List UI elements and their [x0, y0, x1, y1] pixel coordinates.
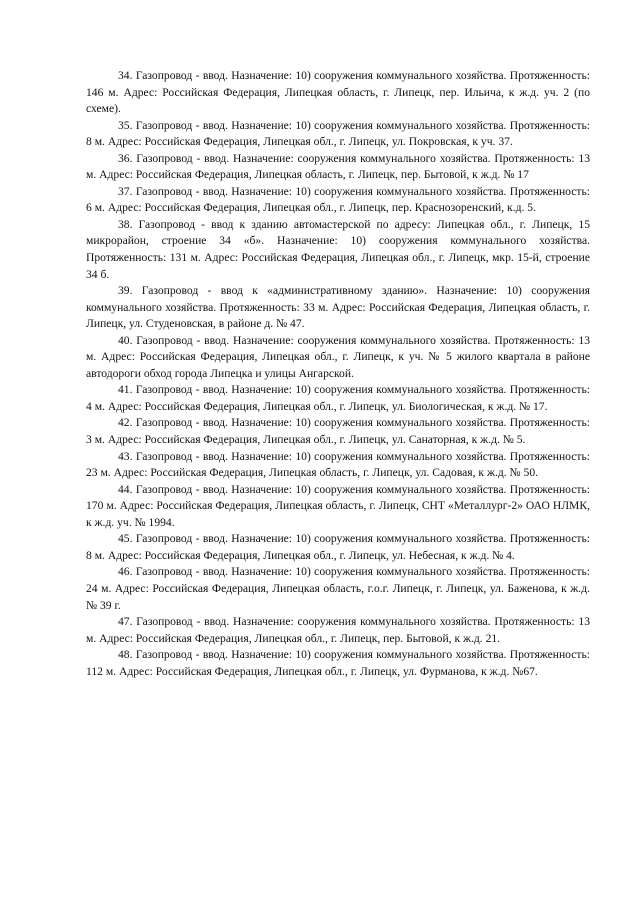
list-item: 38. Газопровод - ввод к зданию автомастерской по адресу: Липецкая обл., г. Липецк, 15 микрорайон, строение 34 «б». Назначение: 10) сооружения коммунального хозяйства. Протяженность: 131 м. Адрес: Российская Федерация, Липецкая обл., г. Липецк, мкр. 15-й, строение 34 б. — [86, 217, 590, 281]
list-item: 37. Газопровод - ввод. Назначение: 10) сооружения коммунального хозяйства. Протяженность: 6 м. Адрес: Российская Федерация, Липецкая обл., г. Липецк, пер. Краснозоренский, к.д. 5. — [86, 184, 590, 215]
list-item: 42. Газопровод - ввод. Назначение: 10) сооружения коммунального хозяйства. Протяженность: 3 м. Адрес: Российская Федерация, Липецкая обл., г. Липецк, ул. Санаторная, к ж.д. № 5. — [86, 416, 590, 447]
list-item: 46. Газопровод - ввод. Назначение: 10) сооружения коммунального хозяйства. Протяженность: 24 м. Адрес: Российская Федерация, Липецкая область, г.о.г. Липецк, г. Липецк, ул. Баженова, к ж.д. № 39 г. — [86, 565, 590, 612]
list-item: 48. Газопровод - ввод. Назначение: 10) сооружения коммунального хозяйства. Протяженность: 112 м. Адрес: Российская Федерация, Липецкая обл., г. Липецк, ул. Фурманова, к ж.д. №67. — [86, 648, 590, 678]
list-item: 39. Газопровод - ввод к «административному зданию». Назначение: 10) сооружения коммунального хозяйства. Протяженность: 33 м. Адрес: Российская Федерация, Липецкая область, г. Липецк, ул. Студеновская, в районе д. № 47. — [86, 284, 590, 331]
list-item: 34. Газопровод - ввод. Назначение: 10) сооружения коммунального хозяйства. Протяженность: 146 м. Адрес: Российская Федерация, Липецкая область, г. Липецк, пер. Ильича, к ж.д. уч. 2 (по схеме). — [86, 69, 590, 116]
list-item: 41. Газопровод - ввод. Назначение: 10) сооружения коммунального хозяйства. Протяженность: 4 м. Адрес: Российская Федерация, Липецкая обл., г. Липецк, ул. Биологическая, к ж.д. № 17. — [86, 383, 590, 413]
list-item: 40. Газопровод - ввод. Назначение: сооружения коммунального хозяйства. Протяженность: 13 м. Адрес: Российская Федерация, Липецкая обл., г. Липецк, к уч. № 5 жилого квартала в районе автодороги обход города Липецка и улицы Ангарской. — [86, 333, 590, 380]
list-item: 45. Газопровод - ввод. Назначение: 10) сооружения коммунального хозяйства. Протяженность: 8 м. Адрес: Российская Федерация, Липецкая обл., г. Липецк, ул. Небесная, к ж.д. № 4. — [86, 532, 590, 562]
list-item: 36. Газопровод - ввод. Назначение: сооружения коммунального хозяйства. Протяженность: 13 м. Адрес: Российская Федерация, Липецкая область, г. Липецк, пер. Бытовой, к ж.д. № 17 — [86, 151, 590, 182]
list-item: 44. Газопровод - ввод. Назначение: 10) сооружения коммунального хозяйства. Протяженность: 170 м. Адрес: Российская Федерация, Липецкая область, г. Липецк, СНТ «Металлург-2» ОАО НЛМК, к ж.д. уч. № 1994. — [86, 482, 590, 529]
list-item: 35. Газопровод - ввод. Назначение: 10) сооружения коммунального хозяйства. Протяженность: 8 м. Адрес: Российская Федерация, Липецкая обл., г. Липецк, ул. Покровская, к уч. 37. — [86, 118, 590, 149]
list-item: 47. Газопровод - ввод. Назначение: сооружения коммунального хозяйства. Протяженность: 13 м. Адрес: Российская Федерация, Липецкая обл., г. Липецк, пер. Бытовой, к ж.д. 21. — [86, 615, 590, 645]
list-item: 43. Газопровод - ввод. Назначение: 10) сооружения коммунального хозяйства. Протяженность: 23 м. Адрес: Российская Федерация, Липецкая область, г. Липецк, ул. Садовая, к ж.д. № 50. — [86, 449, 590, 480]
document-page — [86, 68, 590, 680]
